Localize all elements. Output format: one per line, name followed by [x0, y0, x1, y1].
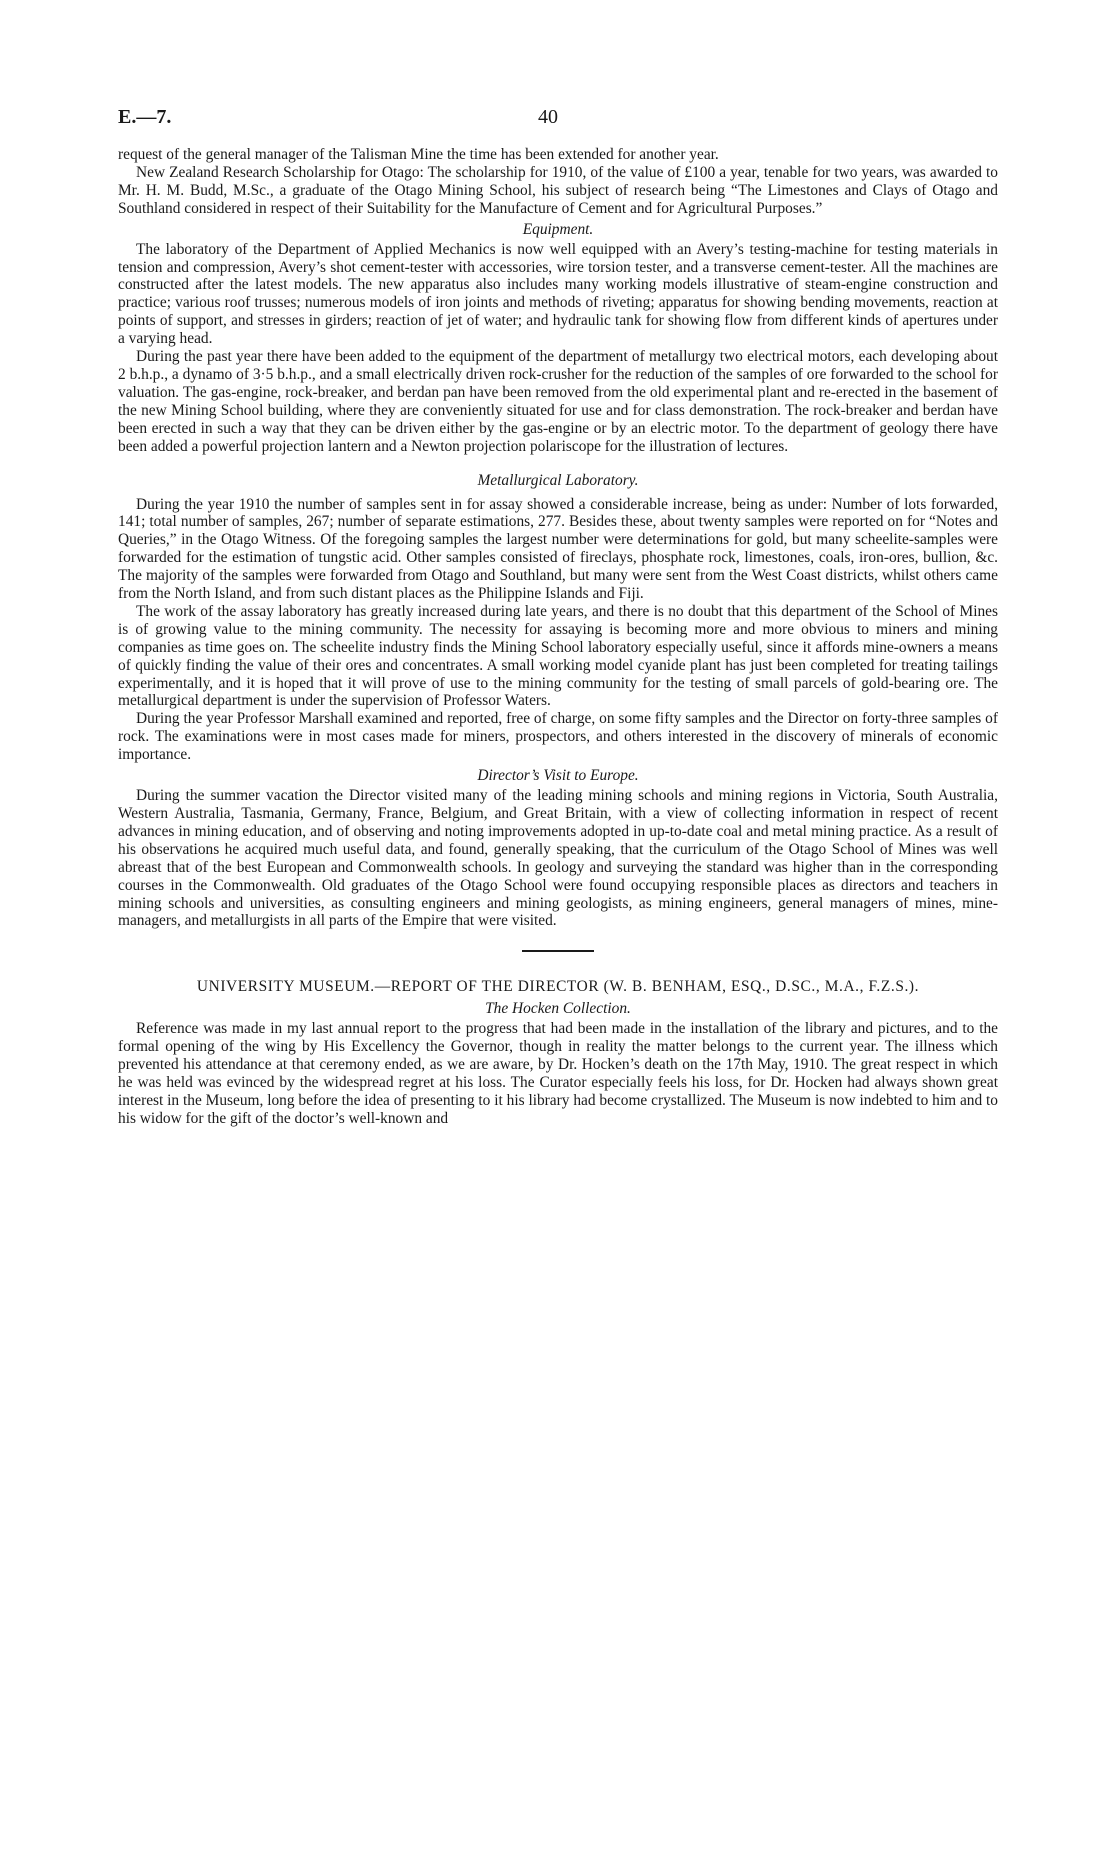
section-heading-hocken-collection: The Hocken Collection. [485, 1000, 631, 1018]
paragraph: During the year 1910 the number of samples sent in for assay showed a considerable increase, being as under: Number of lots forwarded, 141; total number of samples, 267; number of separate estimations, 277. Besides these, about twenty samples were reported on for “Notes and Queries,” in the Otago Witness. Of the foregoing samples the largest number were determinations for gold, but many scheelite-samples were forwarded for the estimation of tungstic acid. Other samples consisted of fireclays, phosphate rock, limestones, coals, iron-ores, bullion, &c. The majority of the samples were forwarded from Otago and Southland, but many were sent from the West Coast districts, whilst others came from the North Island, and from such distant places as the Philippine Islands and Fiji. [118, 495, 998, 603]
paragraph: New Zealand Research Scholarship for Otago: The scholarship for 1910, of the value of £100 a year, tenable for two years, was awarded to Mr. H. M. Budd, M.Sc., a graduate of the Otago Mining School, his subject of research being “The Limestones and Clays of Otago and Southland considered in respect of their Suitability for the Manufacture of Cement and for Agricultural Purposes.” [118, 163, 998, 217]
paragraph: During the summer vacation the Director visited many of the leading mining schools and mining regions in Victoria, South Australia, Western Australia, Tasmania, Germany, France, Belgium, and Great Britain, with a view of collecting information in respect of recent advances in mining education, and of observing and noting improvements adopted in up-to-date coal and metal mining practice. As a result of his observations he acquired much useful data, and found, generally speaking, that the curriculum of the Otago School of Mines was well abreast that of the best European and Commonwealth schools. In geology and surveying the standard was higher than in the corresponding courses in the Commonwealth. Old graduates of the Otago School were found occupying responsible places as directors and teachers in mining schools and universities, as consulting engineers and mining geologists, as mining engineers, general managers of mines, mine-managers, and metallurgists in all parts of the Empire that were visited. [118, 787, 998, 930]
section-heading-directors-visit: Director’s Visit to Europe. [477, 767, 639, 785]
paragraph: Reference was made in my last annual report to the progress that had been made in the installation of the library and pictures, and to the formal opening of the wing by His Excellency the Governor, though in reality the matter belongs to the current year. The illness which prevented his attendance at that ceremony ended, as we are aware, by Dr. Hocken’s death on the 17th May, 1910. The great respect in which he was held was evinced by the widespread regret at his loss. The Curator especially feels his loss, for Dr. Hocken had always shown great interest in the Museum, long before the idea of presenting to it his library had become crystallized. The Museum is now indebted to him and to his widow for the gift of the doctor’s well-known and [118, 1020, 998, 1127]
body-text [118, 146, 998, 1128]
paragraph: request of the general manager of the Talisman Mine the time has been extended for another year. [118, 146, 719, 163]
paragraph: The work of the assay laboratory has greatly increased during late years, and there is no doubt that this department of the School of Mines is of growing value to the mining community. The necessity for assaying is becoming more and more obvious to miners and mining companies as time goes on. The scheelite industry finds the Mining School laboratory especially useful, since it affords mine-owners a means of quickly finding the value of their ores and concentrates. A small working model cyanide plant has just been completed for treating tailings experimentally, and it is hoped that it will prove of use to the mining community for the testing of small parcels of gold-bearing ore. The metallurgical department is under the supervision of Professor Waters. [118, 602, 998, 710]
paragraph: The laboratory of the Department of Applied Mechanics is now well equipped with an Avery’s testing-machine for testing materials in tension and compression, Avery’s shot cement-tester with accessories, wire torsion tester, and a transverse cement-tester. All the machines are constructed after the latest models. The new apparatus also includes many working models illustrative of steam-engine construction and practice; various roof trusses; numerous models of iron joints and methods of riveting; apparatus for showing bending movements, reaction at points of support, and stresses in girders; reaction of jet of water; and hydraulic tank for showing flow from different kinds of apertures under a varying head. [118, 240, 998, 348]
museum-report-title: UNIVERSITY MUSEUM.—REPORT OF THE DIRECTOR (W. B. BENHAM, ESQ., D.SC., M.A., F.Z.S.). [196, 978, 920, 996]
page-header [118, 106, 998, 146]
paragraph: During the past year there have been added to the equipment of the department of metallurgy two electrical motors, each developing about 2 b.h.p., a dynamo of 3·5 b.h.p., and a small electrically driven rock-crusher for the reduction of the samples of ore forwarded to the school for valuation. The gas-engine, rock-breaker, and berdan pan have been removed from the old experimental plant and re-erected in the basement of the new Mining School building, where they are conveniently situated for use and for class demonstration. The rock-breaker and berdan have been erected in such a way that they can be driven either by the gas-engine or by an electric motor. To the department of geology there have been added a powerful projection lantern and a Newton projection polariscope for the illustration of lectures. [118, 348, 998, 455]
section-divider [522, 950, 594, 952]
section-heading-metallurgical-laboratory: Metallurgical Laboratory. [477, 471, 639, 489]
page-number: 40 [538, 106, 558, 128]
paragraph: During the year Professor Marshall examined and reported, free of charge, on some fifty samples and the Director on forty-three samples of rock. The examinations were in most cases made for miners, prospectors, and others interested in the discovery of minerals of economic importance. [118, 710, 998, 764]
document-reference: E.—7. [118, 106, 172, 128]
document-page [118, 106, 998, 1128]
section-heading-equipment: Equipment. [522, 220, 594, 238]
